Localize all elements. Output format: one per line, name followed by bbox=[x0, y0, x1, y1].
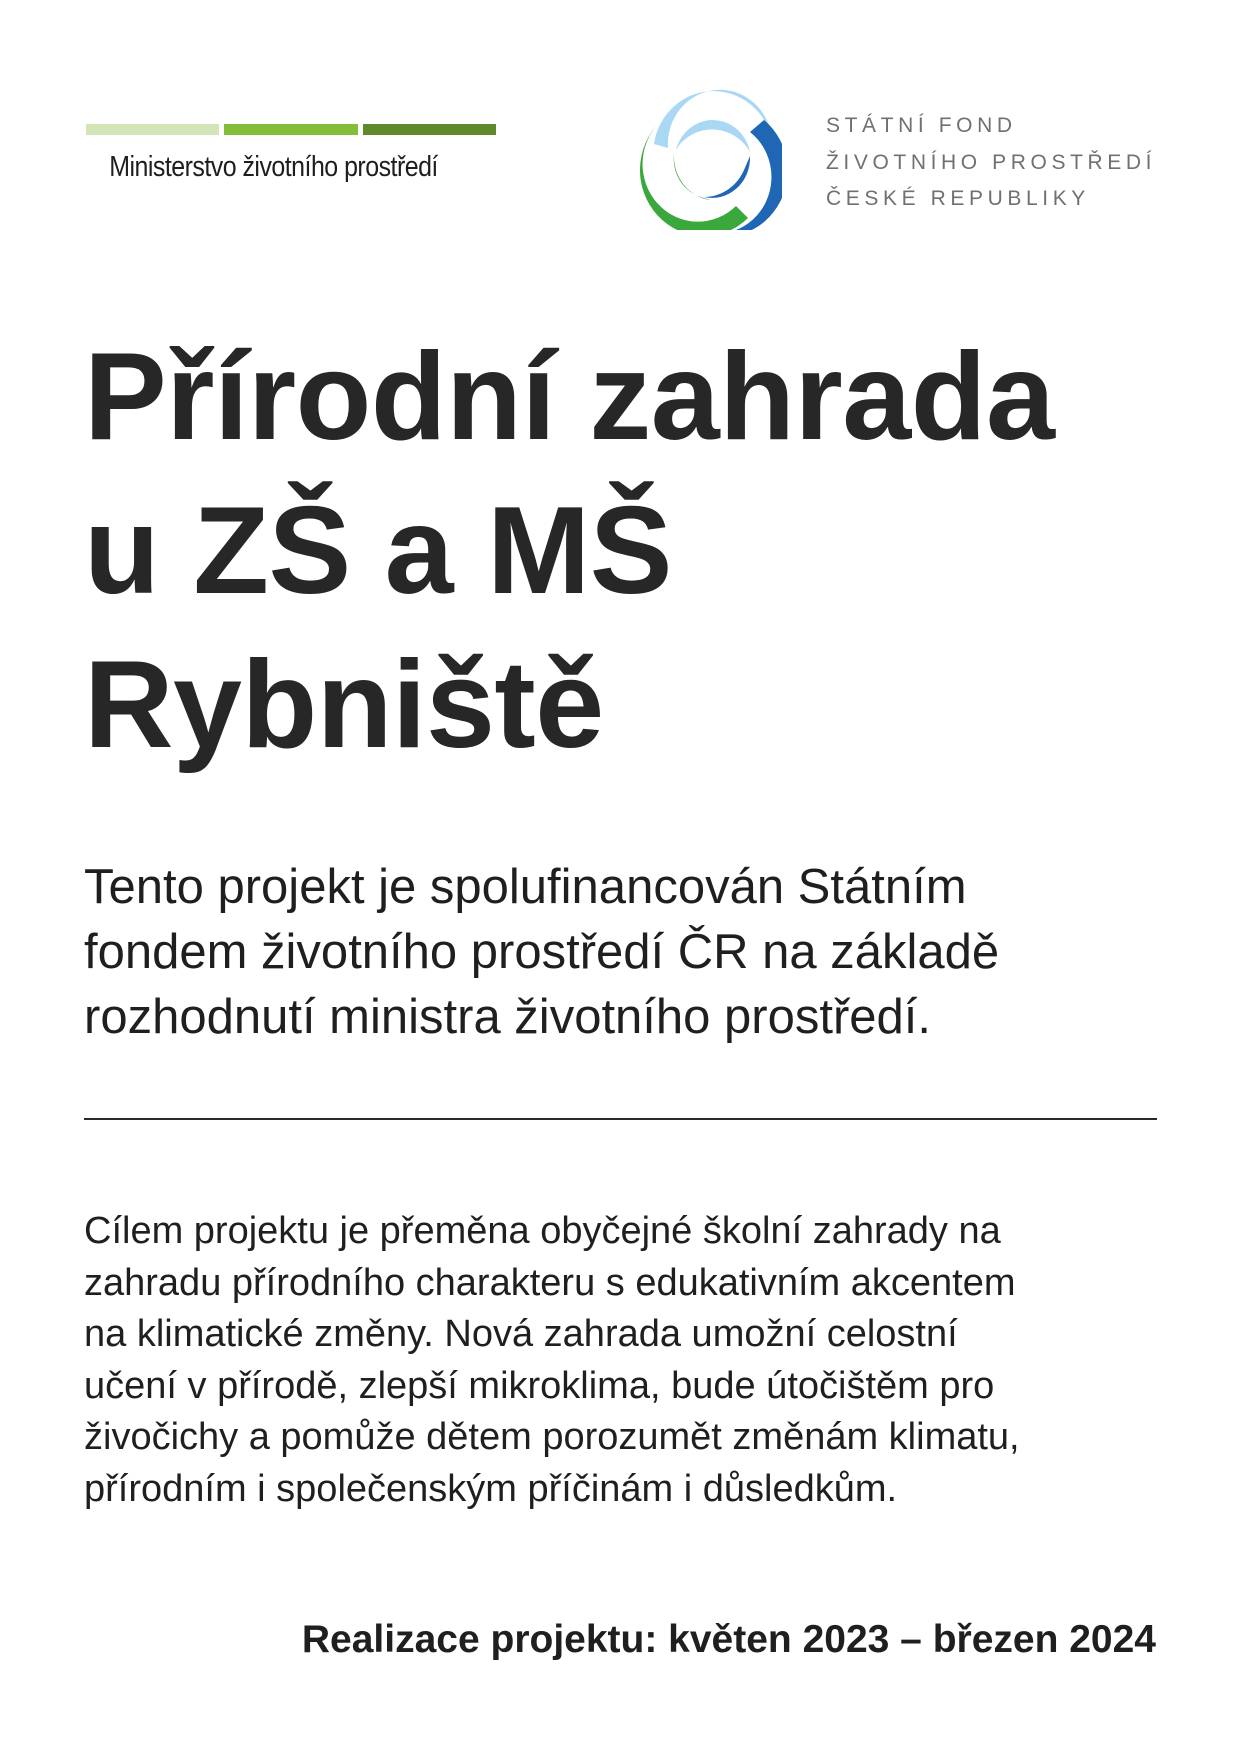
title-line-1: Přírodní zahrada bbox=[84, 328, 1055, 466]
ministry-name: Ministerstvo životního prostředí bbox=[109, 151, 438, 183]
funding-line-3: rozhodnutí ministra životního prostředí. bbox=[84, 990, 932, 1044]
fund-name-line-2: ŽIVOTNÍHO PROSTŘEDÍ bbox=[826, 150, 1157, 174]
funding-line-1: Tento projekt je spolufinancován Státním bbox=[84, 860, 967, 914]
fund-name-line-1: STÁTNÍ FOND bbox=[826, 114, 1017, 137]
ministry-bar-mid bbox=[224, 124, 357, 135]
funding-statement bbox=[84, 855, 1164, 1050]
description-line-3: na klimatické změny. Nová zahrada umožní celostní bbox=[84, 1313, 958, 1355]
fund-logo-icon bbox=[640, 82, 782, 230]
ministry-bar-dark bbox=[363, 124, 496, 135]
description-line-5: živočichy a pomůže dětem porozumět změnám klimatu, bbox=[84, 1416, 1020, 1458]
ministry-logo bbox=[86, 124, 496, 184]
page-title bbox=[84, 320, 1054, 782]
title-line-3: Rybniště bbox=[84, 636, 604, 774]
description-line-6: přírodním i společenským příčinám i důsledkům. bbox=[84, 1467, 898, 1510]
ministry-logo-bars bbox=[86, 124, 496, 135]
project-description bbox=[84, 1206, 1174, 1515]
description-line-1: Cílem projektu je přeměna obyčejné školní zahrady na bbox=[84, 1210, 1001, 1252]
description-line-4: učení v přírodě, zlepší mikroklima, bude útočištěm pro bbox=[84, 1364, 995, 1407]
ministry-bar-light bbox=[86, 124, 219, 135]
description-line-2: zahradu přírodního charakteru s edukativním akcentem bbox=[84, 1261, 1016, 1304]
divider bbox=[84, 1118, 1157, 1120]
funding-line-2: fondem životního prostředí ČR na základě bbox=[84, 925, 1000, 979]
realization-period: Realizace projektu: květen 2023 – březen 2024 bbox=[301, 1618, 1156, 1661]
fund-name bbox=[826, 108, 1156, 218]
fund-name-line-3: ČESKÉ REPUBLIKY bbox=[826, 187, 1090, 210]
title-line-2: u ZŠ a MŠ bbox=[84, 482, 673, 620]
